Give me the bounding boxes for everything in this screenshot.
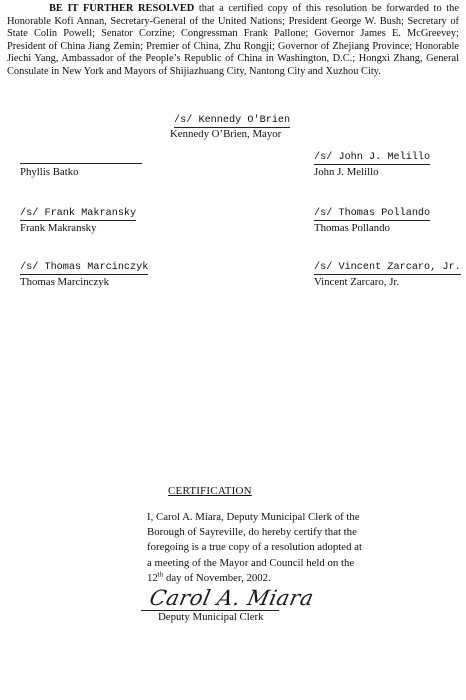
certification-body-text: I, Carol A. Miara, Deputy Municipal Clerk of the Borough of Sayreville, do hereby certify that the foregoing is a true copy of a resolution adopted at a meeting of the Mayor and Council held on the 12 [147, 511, 362, 584]
batko-name: Phyllis Batko [20, 166, 79, 178]
marcinczyk-typed-signature: /s/ Thomas Marcinczyk [20, 262, 149, 273]
marcinczyk-name: Thomas Marcinczyk [20, 276, 110, 288]
clerk-handwritten-signature: Carol A. Miara [147, 586, 317, 610]
pollando-typed-signature: /s/ Thomas Pollando [314, 208, 431, 219]
resolution-text: that a certified copy of this resolution be forwarded to the Honorable Kofi Annan, Secretary-General of the United Nations; President George W. Bush; Secretary of State Colin Powell; Senator Corzine; Congressman Frank Pallone; Governor James E. McGreevey; President of China Jiang Zemin; Premier of China, Zhu Rongji; Governor of Zhejiang Province; Honorable Jiechi Yang, Ambassador of the People’s Republic of China in Washington, D.C.; Hongxi Zhang, General Consulate in New York and Mayors of Shijiazhuang City, Nantong City and Xuzhou City. [7, 3, 459, 77]
makransky-name: Frank Makransky [20, 222, 97, 234]
resolution-lead: BE IT FURTHER RESOLVED [49, 3, 195, 14]
clerk-title: Deputy Municipal Clerk [158, 611, 264, 623]
resolution-paragraph [7, 3, 459, 78]
certification-body-end: day of November, 2002. [163, 571, 271, 584]
pollando-name: Thomas Pollando [314, 222, 390, 234]
certification-heading: CERTIFICATION [168, 485, 252, 497]
melillo-typed-signature: /s/ John J. Melillo [314, 152, 431, 163]
mayor-name: Kennedy O’Brien, Mayor [170, 128, 282, 140]
certification-ordinal-suffix: th [157, 570, 164, 579]
certification-body [147, 510, 362, 586]
makransky-typed-signature: /s/ Frank Makransky [20, 208, 137, 219]
zarcaro-typed-signature: /s/ Vincent Zarcaro, Jr. [314, 262, 461, 273]
mayor-typed-signature: /s/ Kennedy O'Brien [174, 115, 291, 126]
batko-signature-line [20, 163, 142, 164]
zarcaro-name: Vincent Zarcaro, Jr. [314, 276, 400, 288]
melillo-name: John J. Melillo [314, 166, 379, 178]
